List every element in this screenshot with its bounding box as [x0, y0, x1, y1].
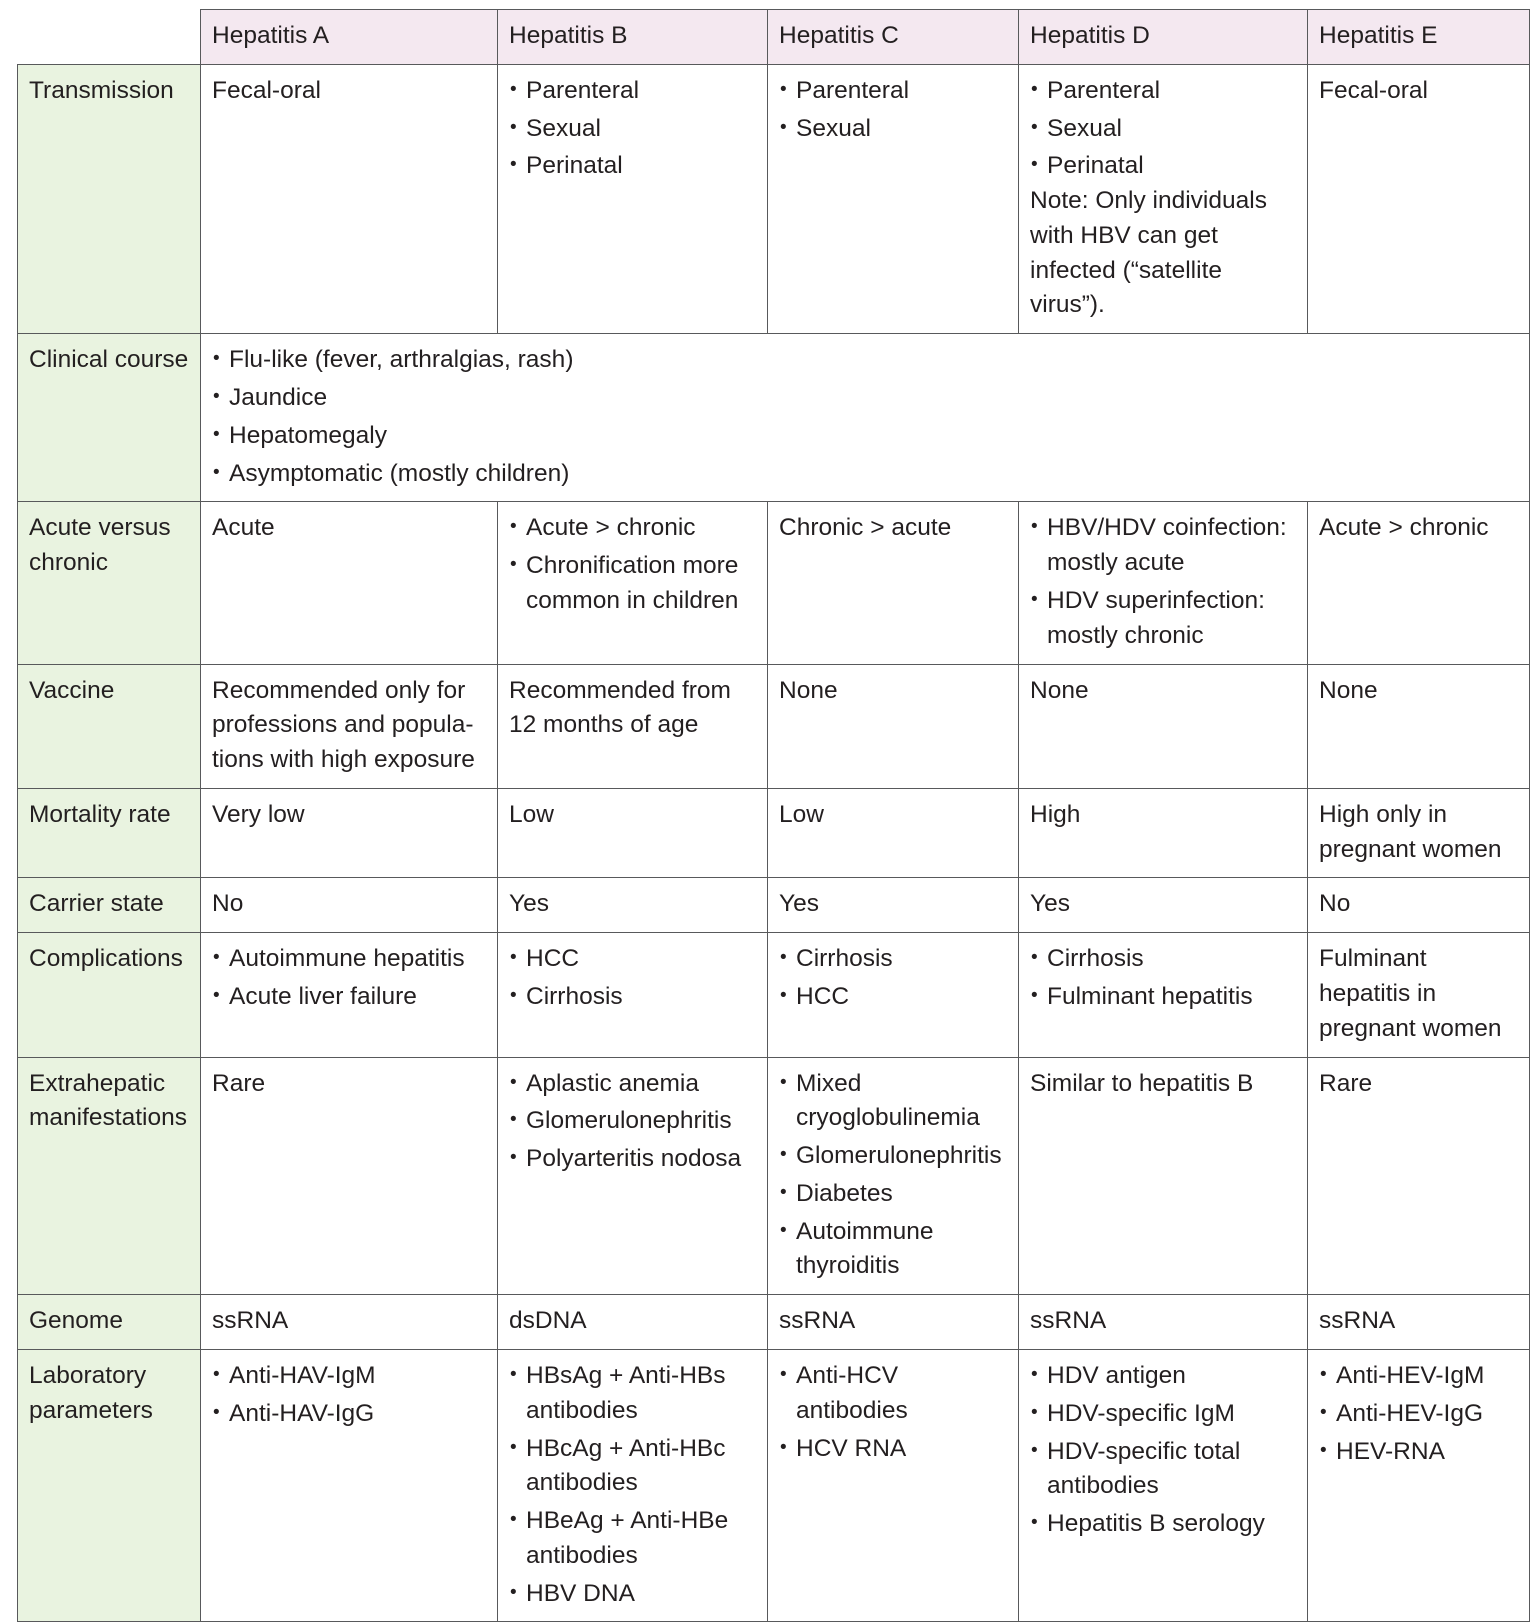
- cell-text: None: [1319, 676, 1378, 704]
- column-header-hepatitis-d: Hepatitis D: [1019, 10, 1308, 65]
- table-row: [18, 1350, 1530, 1622]
- cell-vaccine-hep-b: [498, 664, 768, 788]
- cell-text: Acute: [212, 514, 275, 542]
- bullet-item: • Flu-like (fever, arthralgias, rash): [212, 343, 1519, 378]
- table-row: [18, 933, 1530, 1057]
- bullet-item: • HBsAg + Anti-HBs antibodies: [509, 1359, 757, 1429]
- bullet-item: • Anti-HAV-IgG: [212, 1397, 487, 1432]
- table-row: [18, 878, 1530, 933]
- bullet-item: • Anti-HEV-IgM: [1319, 1359, 1519, 1394]
- bullet-item: • Hepatitis B serology: [1030, 1507, 1297, 1542]
- table-row: [18, 664, 1530, 788]
- cell-bullet-list: [779, 74, 1008, 147]
- corner-cell: [18, 10, 201, 65]
- cell-extrahepatic-manifestations-hep-e: [1308, 1057, 1530, 1295]
- bullet-item: • Autoimmune thyroiditis: [779, 1215, 1008, 1285]
- cell-extrahepatic-manifestations-hep-d: [1019, 1057, 1308, 1295]
- cell-carrier-state-hep-a: [201, 878, 498, 933]
- cell-bullet-list: [779, 1359, 1008, 1466]
- cell-laboratory-parameters-hep-a: [201, 1350, 498, 1622]
- cell-mortality-rate-hep-a: [201, 788, 498, 878]
- row-label-carrier-state: Carrier state: [18, 878, 201, 933]
- cell-extrahepatic-manifestations-hep-a: [201, 1057, 498, 1295]
- cell-carrier-state-hep-e: [1308, 878, 1530, 933]
- bullet-item: • Cirrhosis: [1030, 942, 1297, 977]
- bullet-item: • HBV DNA: [509, 1577, 757, 1612]
- bullet-item: • Sexual: [509, 112, 757, 147]
- cell-text: Yes: [509, 890, 549, 918]
- cell-bullet-list: [509, 942, 757, 1015]
- cell-vaccine-hep-a: [201, 664, 498, 788]
- bullet-item: • Anti-HEV-IgG: [1319, 1397, 1519, 1432]
- cell-vaccine-hep-e: [1308, 664, 1530, 788]
- cell-acute-versus-chronic-hep-e: [1308, 502, 1530, 664]
- bullet-item: • Cirrhosis: [779, 942, 1008, 977]
- bullet-item: • Autoimmune hepatitis: [212, 942, 487, 977]
- cell-carrier-state-hep-d: [1019, 878, 1308, 933]
- bullet-item: • HBcAg + Anti-HBc antibodies: [509, 1432, 757, 1502]
- row-label-complications: Complications: [18, 933, 201, 1057]
- table-row: [18, 334, 1530, 502]
- cell-text: dsDNA: [509, 1307, 587, 1335]
- cell-acute-versus-chronic-hep-c: [768, 502, 1019, 664]
- table-row: [18, 1295, 1530, 1350]
- column-header-hepatitis-b: Hepatitis B: [498, 10, 768, 65]
- cell-text: None: [779, 676, 838, 704]
- hepatitis-comparison-table: [17, 9, 1530, 1622]
- table-row: [18, 502, 1530, 664]
- cell-text: Rare: [1319, 1069, 1373, 1097]
- cell-mortality-rate-hep-e: [1308, 788, 1530, 878]
- cell-genome-hep-d: [1019, 1295, 1308, 1350]
- cell-bullet-list: [509, 1067, 757, 1177]
- cell-text: Similar to hepatitis B: [1030, 1069, 1254, 1097]
- bullet-item: • Jaundice: [212, 381, 1519, 416]
- column-header-hepatitis-e: Hepatitis E: [1308, 10, 1530, 65]
- cell-text: No: [212, 890, 244, 918]
- cell-complications-hep-e: [1308, 933, 1530, 1057]
- cell-bullet-list: [1030, 74, 1297, 184]
- cell-transmission-hep-c: [768, 64, 1019, 333]
- cell-genome-hep-e: [1308, 1295, 1530, 1350]
- cell-bullet-list: [212, 343, 1519, 491]
- table-row: [18, 788, 1530, 878]
- bullet-item: • HDV-specific total antibodies: [1030, 1435, 1297, 1505]
- cell-laboratory-parameters-hep-b: [498, 1350, 768, 1622]
- bullet-item: • HBeAg + Anti-HBe antibodies: [509, 1504, 757, 1574]
- bullet-item: • Sexual: [1030, 112, 1297, 147]
- cell-carrier-state-hep-b: [498, 878, 768, 933]
- bullet-item: • Mixed cryoglobulinemia: [779, 1067, 1008, 1137]
- cell-transmission-hep-b: [498, 64, 768, 333]
- cell-extrahepatic-manifestations-hep-b: [498, 1057, 768, 1295]
- cell-text: Low: [509, 800, 554, 828]
- bullet-item: • Acute > chronic: [509, 511, 757, 546]
- cell-text: Very low: [212, 800, 305, 828]
- cell-text: Yes: [779, 890, 819, 918]
- cell-transmission-hep-a: [201, 64, 498, 333]
- bullet-item: • Chronification more common in children: [509, 549, 757, 619]
- column-header-hepatitis-c: Hepatitis C: [768, 10, 1019, 65]
- cell-mortality-rate-hep-b: [498, 788, 768, 878]
- cell-complications-hep-b: [498, 933, 768, 1057]
- cell-genome-hep-b: [498, 1295, 768, 1350]
- bullet-item: • Hepatomegaly: [212, 419, 1519, 454]
- bullet-item: • Glomerulonephritis: [509, 1104, 757, 1139]
- cell-mortality-rate-hep-c: [768, 788, 1019, 878]
- row-label-acute-versus-chronic: Acute versus chronic: [18, 502, 201, 664]
- cell-note: Note: Only individuals with HBV can get infected (“satellite virus”).: [1030, 187, 1267, 319]
- cell-bullet-list: [509, 511, 757, 618]
- table-row: [18, 1057, 1530, 1295]
- cell-transmission-hep-e: [1308, 64, 1530, 333]
- cell-bullet-list: [779, 1067, 1008, 1285]
- bullet-item: • Parenteral: [779, 74, 1008, 109]
- cell-text: Recommended from 12 months of age: [509, 676, 731, 739]
- cell-laboratory-parameters-hep-d: [1019, 1350, 1308, 1622]
- cell-clinical-course-all-columns: [201, 334, 1530, 502]
- cell-transmission-hep-d: [1019, 64, 1308, 333]
- table-body: [18, 64, 1530, 1622]
- bullet-item: • HCV RNA: [779, 1432, 1008, 1467]
- row-label-mortality-rate: Mortality rate: [18, 788, 201, 878]
- cell-vaccine-hep-c: [768, 664, 1019, 788]
- bullet-item: • Anti-HAV-IgM: [212, 1359, 487, 1394]
- cell-bullet-list: [1030, 1359, 1297, 1542]
- bullet-item: • Acute liver failure: [212, 980, 487, 1015]
- cell-bullet-list: [779, 942, 1008, 1015]
- cell-text: ssRNA: [1319, 1307, 1396, 1335]
- cell-bullet-list: [212, 942, 487, 1015]
- cell-bullet-list: [1319, 1359, 1519, 1469]
- cell-text: None: [1030, 676, 1089, 704]
- cell-laboratory-parameters-hep-e: [1308, 1350, 1530, 1622]
- cell-text: Yes: [1030, 890, 1070, 918]
- bullet-item: • HCC: [509, 942, 757, 977]
- row-label-transmission: Transmission: [18, 64, 201, 333]
- cell-text: High: [1030, 800, 1081, 828]
- bullet-item: • Glomerulonephritis: [779, 1139, 1008, 1174]
- header-row: [18, 10, 1530, 65]
- bullet-item: • Diabetes: [779, 1177, 1008, 1212]
- cell-acute-versus-chronic-hep-b: [498, 502, 768, 664]
- cell-complications-hep-c: [768, 933, 1019, 1057]
- cell-text: Fecal-oral: [212, 76, 321, 104]
- cell-text: Chronic > acute: [779, 514, 952, 542]
- bullet-item: • Polyarteritis nodosa: [509, 1142, 757, 1177]
- cell-text: Fecal-oral: [1319, 76, 1428, 104]
- cell-extrahepatic-manifestations-hep-c: [768, 1057, 1019, 1295]
- cell-complications-hep-a: [201, 933, 498, 1057]
- bullet-item: • Parenteral: [1030, 74, 1297, 109]
- cell-text: Recommended only for professions and populations with high exposure: [212, 676, 475, 774]
- cell-genome-hep-c: [768, 1295, 1019, 1350]
- bullet-item: • HBV/HDV coinfection: mostly acute: [1030, 511, 1297, 581]
- bullet-item: • Fulminant hepatitis: [1030, 980, 1297, 1015]
- row-label-extrahepatic-manifestations: Extrahepatic manifestations: [18, 1057, 201, 1295]
- cell-bullet-list: [1030, 511, 1297, 653]
- bullet-item: • HDV antigen: [1030, 1359, 1297, 1394]
- bullet-item: • HDV-specific IgM: [1030, 1397, 1297, 1432]
- bullet-item: • Perinatal: [509, 149, 757, 184]
- cell-bullet-list: [1030, 942, 1297, 1015]
- table-header: [18, 10, 1530, 65]
- bullet-item: • Aplastic anemia: [509, 1067, 757, 1102]
- row-label-clinical-course: Clinical course: [18, 334, 201, 502]
- cell-carrier-state-hep-c: [768, 878, 1019, 933]
- cell-text: Acute > chronic: [1319, 514, 1489, 542]
- bullet-item: • HEV-RNA: [1319, 1435, 1519, 1470]
- table-row: [18, 64, 1530, 333]
- cell-complications-hep-d: [1019, 933, 1308, 1057]
- cell-acute-versus-chronic-hep-d: [1019, 502, 1308, 664]
- bullet-item: • Parenteral: [509, 74, 757, 109]
- bullet-item: • Sexual: [779, 112, 1008, 147]
- cell-mortality-rate-hep-d: [1019, 788, 1308, 878]
- cell-vaccine-hep-d: [1019, 664, 1308, 788]
- cell-text: No: [1319, 890, 1351, 918]
- cell-text: ssRNA: [1030, 1307, 1107, 1335]
- cell-text: ssRNA: [779, 1307, 856, 1335]
- cell-text: Low: [779, 800, 824, 828]
- cell-genome-hep-a: [201, 1295, 498, 1350]
- cell-text: Fulminant hepatitis in pregnant women: [1319, 945, 1502, 1042]
- bullet-item: • HCC: [779, 980, 1008, 1015]
- cell-laboratory-parameters-hep-c: [768, 1350, 1019, 1622]
- cell-acute-versus-chronic-hep-a: [201, 502, 498, 664]
- bullet-item: • Perinatal: [1030, 149, 1297, 184]
- cell-text: ssRNA: [212, 1307, 289, 1335]
- cell-text: Rare: [212, 1069, 266, 1097]
- bullet-item: • Asymptomatic (mostly children): [212, 457, 1519, 492]
- bullet-item: • HDV superinfection: mostly chronic: [1030, 584, 1297, 654]
- row-label-genome: Genome: [18, 1295, 201, 1350]
- cell-bullet-list: [509, 1359, 757, 1611]
- row-label-laboratory-parameters: Laboratory parameters: [18, 1350, 201, 1622]
- bullet-item: • Anti-HCV antibodies: [779, 1359, 1008, 1429]
- cell-text: High only in pregnant women: [1319, 800, 1502, 863]
- row-label-vaccine: Vaccine: [18, 664, 201, 788]
- cell-bullet-list: [212, 1359, 487, 1432]
- bullet-item: • Cirrhosis: [509, 980, 757, 1015]
- column-header-hepatitis-a: Hepatitis A: [201, 10, 498, 65]
- cell-bullet-list: [509, 74, 757, 184]
